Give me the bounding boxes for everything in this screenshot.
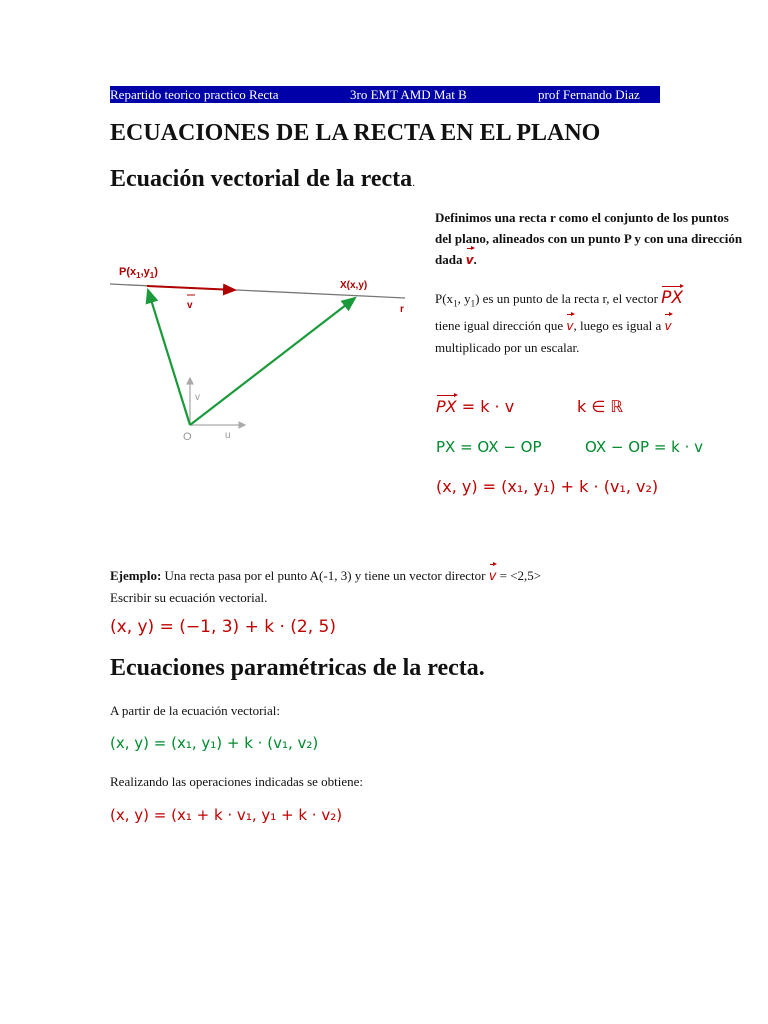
formula-vectorial: (x, y) = (x₁, y₁) + k · (v₁, v₂) <box>436 477 659 496</box>
example-text: Una recta pasa por el punto A(-1, 3) y tiene un vector director <box>161 568 486 583</box>
page-title: ECUACIONES DE LA RECTA EN EL PLANO <box>110 120 601 146</box>
vector-PX-symbol: PX <box>661 288 684 308</box>
example-equation: (x, y) = (−1, 3) + k · (2, 5) <box>110 617 337 637</box>
label-axis-v: v <box>195 392 200 403</box>
parametric-eq2: (x, y) = (x₁ + k · v₁, y₁ + k · v₂) <box>110 806 343 824</box>
vector-OX <box>190 298 355 425</box>
label-u: u <box>225 430 231 441</box>
formula-px-kv <box>436 397 514 416</box>
same-dir-text-1: tiene igual dirección que <box>435 317 564 333</box>
section-heading-vectorial <box>110 166 415 193</box>
example-vector-value: = <2,5> <box>499 568 542 583</box>
label-X: X(x,y) <box>340 280 368 291</box>
scalar-text: multiplicado por un escalar. <box>435 339 580 355</box>
header-middle: 3ro EMT AMD Mat B <box>350 87 467 102</box>
example-paragraph <box>110 565 670 608</box>
formula-k-in-R: k ∈ ℝ <box>577 397 624 416</box>
point-paragraph: $P(x_1$, $y_1$) es un punto de la recta r, el vector PX tiene igual dirección que v, luego es igual a v multiplicado por un escalar. <box>435 288 684 355</box>
formula-diff-kv: OX − OP = k · v <box>585 438 704 456</box>
parametric-operations: Realizando las operaciones indicadas se obtiene: <box>110 774 364 789</box>
parametric-eq1: (x, y) = (x₁, y₁) + k · (v₁, v₂) <box>110 734 319 752</box>
label-O: O <box>183 431 192 443</box>
label-r: r <box>400 304 404 315</box>
formula-px-rhs: = k · v <box>461 397 515 416</box>
vector-v-symbol: v <box>566 316 573 337</box>
label-v: v <box>187 300 193 311</box>
vector-diagram <box>105 260 425 450</box>
vector-v-symbol: v <box>489 566 497 587</box>
direction-vector-v <box>147 286 235 290</box>
label-P: $P(x_1,y_1)$ <box>119 266 158 280</box>
parametric-intro: A partir de la ecuación vectorial: <box>110 703 281 718</box>
example-task: Escribir su ecuación vectorial. <box>110 590 268 605</box>
header-left: Repartido teorico practico Recta <box>110 87 279 102</box>
vector-v-symbol: v <box>466 250 474 271</box>
section-heading-text: Ecuación vectorial de la recta <box>110 166 413 192</box>
section-heading-suffix: . <box>412 175 416 189</box>
formula-px-diff: PX = OX − OP <box>436 438 542 456</box>
header-right: prof Fernando Diaz <box>538 87 640 102</box>
formula-px-lhs: PX <box>436 397 457 416</box>
point-text-3: ) es un punto de la recta r, el vector <box>475 291 658 306</box>
header-bar <box>110 86 660 103</box>
section-heading-parametricas: Ecuaciones paramétricas de la recta. <box>110 655 485 681</box>
definition-paragraph: Definimos una recta r como el conjunto de los puntos del plano, alineados con un punto P y con una dirección dada v. <box>435 207 745 271</box>
vector-v-symbol: v <box>664 316 671 337</box>
definition-text: Definimos una recta r como el conjunto de los puntos del plano, alineados con un punto P y con una dirección dada <box>435 210 743 267</box>
point-text-1: P(x <box>435 291 454 306</box>
example-label: Ejemplo: <box>110 568 162 583</box>
same-dir-text-2: , luego es igual a <box>573 317 662 333</box>
point-text-2: , y <box>457 291 471 306</box>
vector-OP <box>148 290 190 425</box>
